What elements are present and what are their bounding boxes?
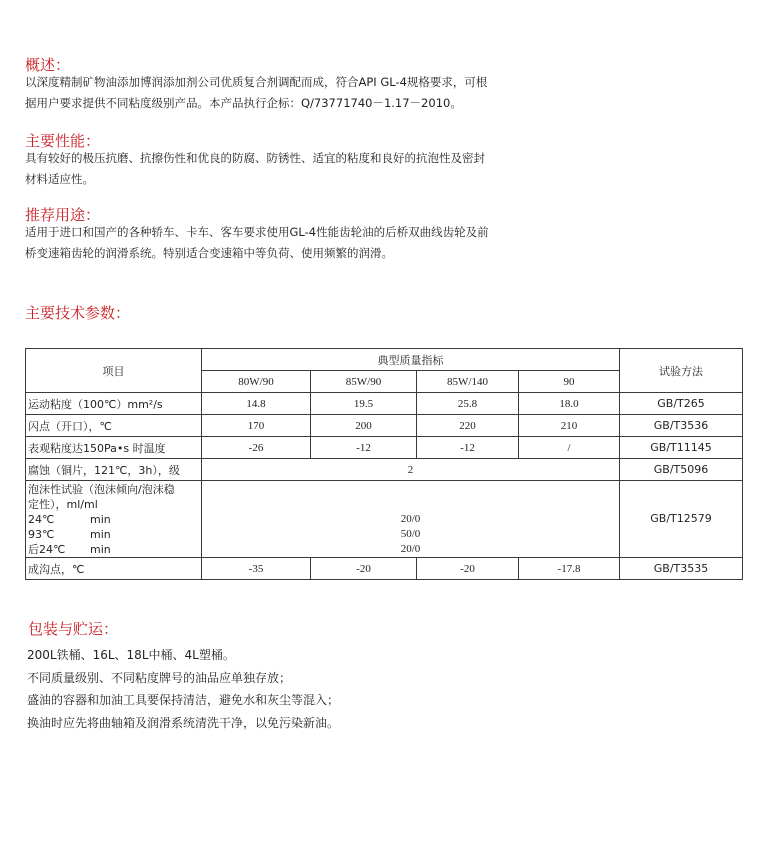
foam-sub-row (28, 527, 199, 542)
foam-unit: min (90, 513, 111, 526)
header-grade: 80W/90 (202, 371, 311, 393)
row-value: -26 (202, 437, 311, 459)
foam-sub-row (28, 542, 199, 557)
row-value: 200 (311, 415, 417, 437)
performance-text (25, 148, 545, 190)
row-value: 19.5 (311, 393, 417, 415)
spec-table (25, 348, 743, 580)
foam-item-line: 泡沫性试验（泡沫倾向/泡沫稳 (28, 483, 175, 496)
overview-line: 以深度精制矿物油添加博润添加剂公司优质复合剂调配而成，符合API GL-4规格要求，可根 (25, 75, 488, 89)
row-value: -12 (417, 437, 519, 459)
overview-line: 据用户要求提供不同粘度级别产品。本产品执行企标：Q/73771740－1.17－2010。 (25, 96, 462, 110)
row-value: 170 (202, 415, 311, 437)
foam-temp: 24℃ (28, 513, 55, 526)
row-method: GB/T3536 (620, 415, 743, 437)
performance-line: 材料适应性。 (25, 172, 94, 186)
row-value: -20 (311, 558, 417, 580)
table-row (26, 459, 743, 481)
usage-title: 推荐用途： (25, 206, 101, 224)
row-value: 18.0 (519, 393, 620, 415)
header-grade: 85W/90 (311, 371, 417, 393)
row-item: 运动粘度（100℃）mm²/s (26, 393, 202, 415)
usage-line: 桥变速箱齿轮的润滑系统。特别适合变速箱中等负荷、使用频繁的润滑。 (25, 246, 393, 260)
storage-line: 换油时应先将曲轴箱及润滑系统清洗干净，以免污染新油。 (27, 715, 340, 730)
foam-sub-row (28, 512, 199, 527)
specs-title: 主要技术参数： (25, 304, 131, 322)
usage-line: 适用于进口和国产的各种轿车、卡车、客车要求使用GL-4性能齿轮油的后桥双曲线齿轮及前 (25, 225, 489, 239)
row-item: 闪点（开口），℃ (26, 415, 202, 437)
row-value: 25.8 (417, 393, 519, 415)
foam-temp: 93℃ (28, 528, 55, 541)
storage-line: 盛油的容器和加油工具要保持清洁，避免水和灰尘等混入； (27, 693, 340, 707)
table-row (26, 415, 743, 437)
foam-item-line: 定性），ml/ml (28, 498, 98, 511)
storage-title: 包装与贮运： (28, 620, 119, 638)
row-merged-value: 2 (202, 459, 620, 481)
foam-unit: min (90, 543, 111, 556)
foam-value: 50/0 (400, 528, 421, 540)
storage-list (27, 644, 339, 734)
row-method: GB/T5096 (620, 459, 743, 481)
row-value: 210 (519, 415, 620, 437)
row-value: -12 (311, 437, 417, 459)
row-value: 220 (417, 415, 519, 437)
overview-title: 概述： (25, 56, 71, 74)
row-value: -35 (202, 558, 311, 580)
header-group: 典型质量指标 (202, 349, 620, 371)
table-header-row (26, 349, 743, 371)
row-method: GB/T3535 (620, 558, 743, 580)
foam-value: 20/0 (400, 513, 421, 525)
overview-text (25, 72, 545, 114)
header-grade: 90 (519, 371, 620, 393)
row-method: GB/T11145 (620, 437, 743, 459)
row-method: GB/T265 (620, 393, 743, 415)
table-row (26, 437, 743, 459)
row-value: 14.8 (202, 393, 311, 415)
row-item: 腐蚀（铜片，121℃，3h），级 (26, 459, 202, 481)
header-method: 试验方法 (620, 349, 743, 393)
usage-text (25, 222, 545, 264)
foam-unit: min (90, 528, 111, 541)
row-value: -17.8 (519, 558, 620, 580)
performance-title: 主要性能： (25, 132, 101, 150)
header-grade: 85W/140 (417, 371, 519, 393)
table-row (26, 393, 743, 415)
row-item: 成沟点，℃ (26, 558, 202, 580)
foam-method: GB/T12579 (620, 481, 743, 558)
foam-values (202, 481, 620, 558)
row-item: 表观粘度达150Pa•s 时温度 (26, 437, 202, 459)
table-row (26, 558, 743, 580)
foam-item (26, 481, 202, 558)
foam-temp: 后24℃ (28, 543, 66, 556)
storage-line: 200L铁桶、16L、18L中桶、4L塑桶。 (27, 648, 235, 662)
table-row-foam (26, 481, 743, 558)
header-item: 项目 (26, 349, 202, 393)
storage-line: 不同质量级别、不同粘度牌号的油品应单独存放； (27, 670, 292, 685)
foam-value: 20/0 (400, 543, 421, 555)
row-value: -20 (417, 558, 519, 580)
performance-line: 具有较好的极压抗磨、抗擦伤性和优良的防腐、防锈性、适宜的粘度和良好的抗泡性及密封 (25, 151, 485, 165)
row-value: / (519, 437, 620, 459)
